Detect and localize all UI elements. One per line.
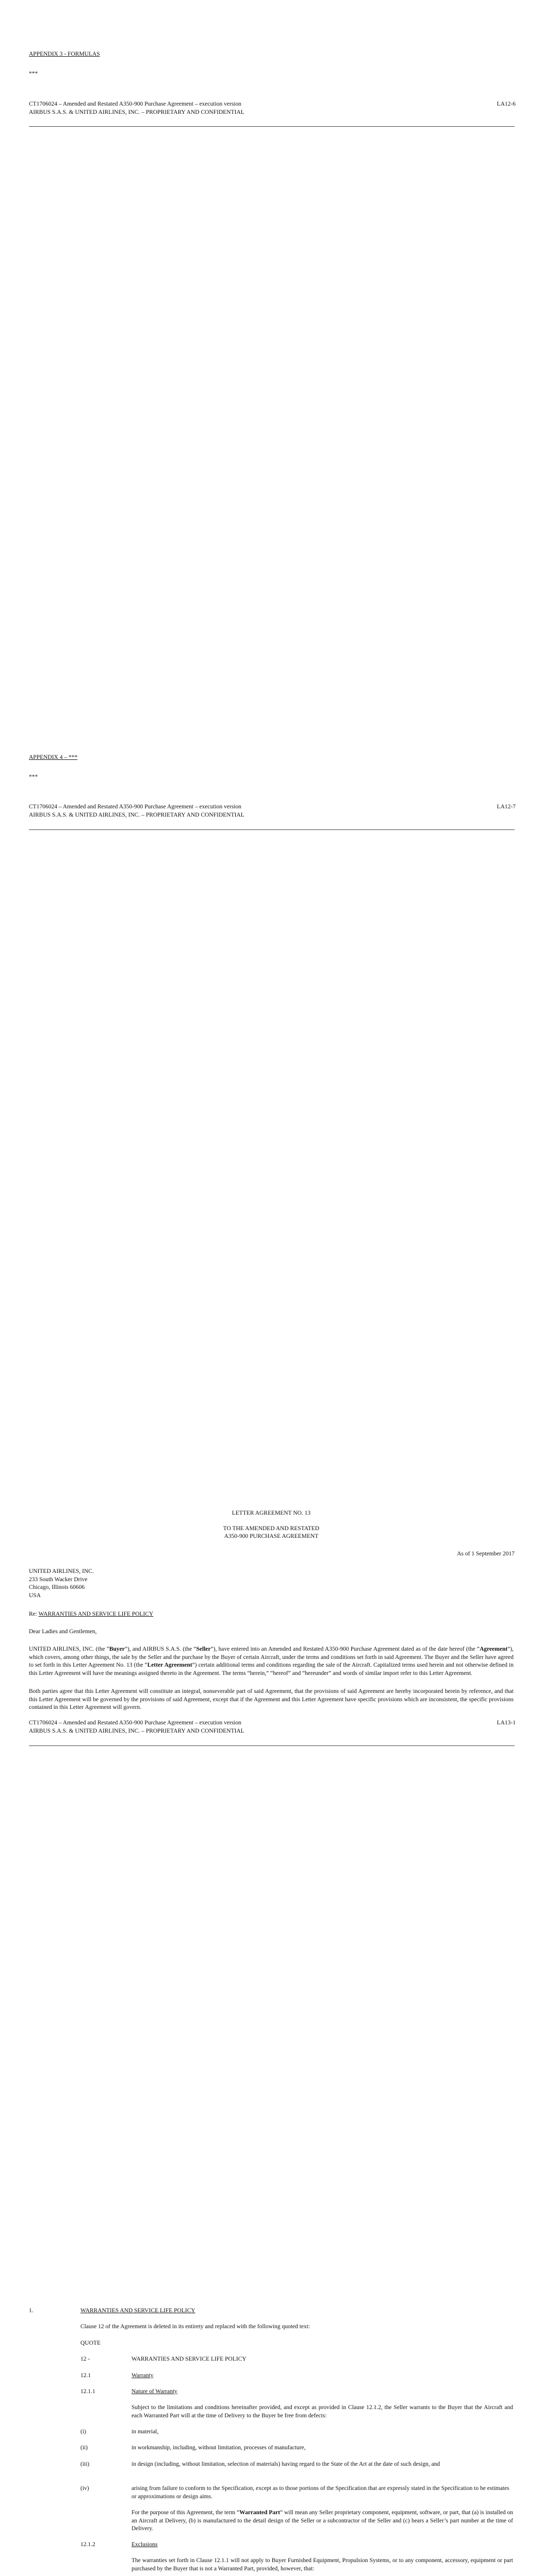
defined-term-warranted-part: Warranted Part [239,2510,281,2516]
list-marker-ii: (ii) [80,2445,88,2451]
recital-text: ”), have entered into an Amended and Restated A350-900 Purchase Agreement dated as of the date hereof (the “ [210,1646,480,1652]
list-item-ii: in workmanship, including, without limitation, processes of manufacture, [131,2445,306,2451]
clause-12-title: WARRANTIES AND SERVICE LIFE POLICY [131,2356,246,2362]
appendix-3-title: APPENDIX 3 - FORMULAS [29,51,100,57]
page-divider [29,126,515,127]
clause-12-1-title: Warranty [131,2372,154,2379]
footer-line-1: CT1706024 – Amended and Restated A350-900 Purchase Agreement – execution version [29,101,241,107]
clause-12-1-1-number: 12.1.1 [80,2388,95,2395]
quote-marker: QUOTE [80,2340,101,2346]
footer [29,100,244,116]
definition-text: For the purpose of this Agreement, the term “ [131,2510,240,2516]
page-divider [29,829,515,830]
recital-text: UNITED AIRLINES, INC. (the “ [29,1646,109,1652]
confidential-stars: *** [29,774,38,780]
recital-paragraph [29,1646,514,1677]
list-marker-iii: (iii) [80,2461,90,2467]
address-block [29,1568,94,1600]
defined-term-letter-agreement: Letter Agreement [147,1662,192,1669]
re-subject: WARRANTIES AND SERVICE LIFE POLICY [38,1611,154,1617]
recital-text: ”), and AIRBUS S.A.S. (the “ [124,1646,196,1652]
page-number: LA12-6 [497,101,516,107]
footer-line-1: CT1706024 – Amended and Restated A350-900 Purchase Agreement – execution version [29,1720,241,1726]
address-line-4: USA [29,1592,41,1599]
clause-12-1-2-text: The warranties set forth in Clause 12.1.1 will not apply to Buyer Furnished Equipment, Propulsion Systems, or to any component, accessory, equipment or part purchased by the Buyer that is not a Warranted Part, provided, however, that: [131,2557,513,2572]
appendix-4-title: APPENDIX 4 – *** [29,754,78,760]
defined-term-seller: Seller [196,1646,211,1652]
letter-subtitle-1: TO THE AMENDED AND RESTATED [223,1526,320,1532]
footer-line-2: AIRBUS S.A.S. & UNITED AIRLINES, INC. – PROPRIETARY AND CONFIDENTIAL [29,811,244,818]
letter-date: As of 1 September 2017 [457,1551,515,1557]
recital-text: ”), which covers, among other things, the sale by the Seller and the purchase by the Buyer of certain Aircraft, under the terms and conditions set forth in said Agreement. The Buyer and the Seller have agreed to set forth in this Letter Agreement No. 13 (the “ [29,1646,514,1669]
salutation: Dear Ladies and Gentlemen, [29,1629,97,1635]
clause-12-1-2-title: Exclusions [131,2541,158,2548]
integration-paragraph: Both parties agree that this Letter Agreement will constitute an integral, nonseverable part of said Agreement, that the provisions of said Agreement are hereby incorporated herein by reference, and that this Letter Agreement will be governed by the provisions of said Agreement, except that if the Agreement and this Letter Agreement have specific provisions which are inconsistent, the specific provisions contained in this Letter Agreement will govern. [29,1688,514,1711]
letter-subtitle-2: A350-900 PURCHASE AGREEMENT [224,1533,319,1539]
confidential-stars: *** [29,71,38,77]
list-item-iv: arising from failure to conform to the Specification, except as to those portions of the Specification that are expressly stated in the Specification to be estimates or approximations or design aims. [131,2485,509,2500]
defined-term-agreement: Agreement [480,1646,508,1652]
address-line-3: Chicago, Illinois 60606 [29,1584,85,1591]
clause-12-1-1-text: Subject to the limitations and conditions hereinafter provided, and except as provided in Clause 12.1.2, the Seller warrants to the Buyer that the Aircraft and each Warranted Part will at the time of Delivery to the Buyer be free from defects: [131,2404,513,2419]
list-item-i: in material, [131,2429,159,2435]
footer-line-2: AIRBUS S.A.S. & UNITED AIRLINES, INC. – PROPRIETARY AND CONFIDENTIAL [29,1727,244,1734]
clause-12-1-2-number: 12.1.2 [80,2541,95,2548]
letter-agreement-title: LETTER AGREEMENT NO. 13 [232,1510,311,1516]
clause-12-1-1-title: Nature of Warranty [131,2388,177,2395]
page-divider [29,1745,515,1746]
list-marker-iv: (iv) [80,2485,89,2492]
list-marker-i: (i) [80,2429,86,2435]
footer-line-1: CT1706024 – Amended and Restated A350-900 Purchase Agreement – execution version [29,804,241,810]
page-number: LA13-1 [497,1720,516,1726]
footer-line-2: AIRBUS S.A.S. & UNITED AIRLINES, INC. – PROPRIETARY AND CONFIDENTIAL [29,109,244,115]
warranted-part-definition [131,2509,513,2533]
section-intro: Clause 12 of the Agreement is deleted in its entirety and replaced with the following quoted text: [80,2324,310,2330]
list-item-iii: in design (including, without limitation, selection of materials) having regard to the State of the Art at the date of such design, and [131,2461,440,2467]
definition-text: ” will mean any Seller proprietary component, equipment, software, or part, that (a) is installed on an Aircraft at Delivery, (b) is manufactured to the detail design of the Seller or a subcontractor of the Seller and (c) bears a Seller’s part number at the time of Delivery. [131,2510,513,2532]
footer [29,803,244,819]
address-line-1: UNITED AIRLINES, INC. [29,1568,94,1574]
section-number: 1. [29,2308,34,2314]
subject-line [29,1611,153,1619]
section-title: WARRANTIES AND SERVICE LIFE POLICY [80,2308,195,2314]
page-number: LA12-7 [497,804,516,810]
clause-12-number: 12 - [80,2356,90,2362]
address-line-2: 233 South Wacker Drive [29,1576,88,1583]
footer [29,1719,244,1735]
defined-term-buyer: Buyer [109,1646,125,1652]
recital-text: ”) certain additional terms and conditions regarding the sale of the Aircraft. Capitalized terms used herein and not otherwise defined in this Letter Agreement will have the meanings assigned thereto in the Agreement. The terms “herein,” “hereof” and “hereunder” and words of similar import refer to this Letter Agreement. [29,1662,514,1676]
clause-12-1-number: 12.1 [80,2372,91,2379]
re-label: Re: [29,1611,39,1617]
